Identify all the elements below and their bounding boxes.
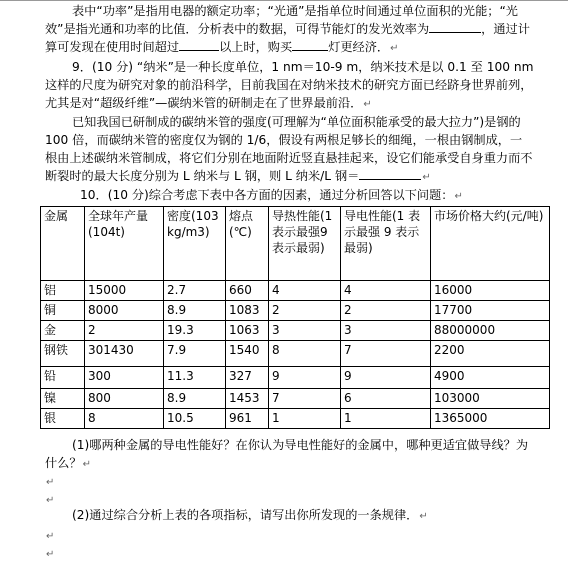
paragraph-mark-icon: ↵ — [419, 511, 428, 522]
table-cell: 1365000 — [431, 409, 550, 429]
paragraph-mark-icon: ↵ — [46, 495, 55, 506]
q9-line1: 9．(10 分) “纳米”是一种长度单位，1 nm＝10-9 m，纳米技术是以 0.1 至 100 nm — [72, 60, 534, 74]
empty-line — [45, 544, 54, 564]
table-cell: 11.3 — [164, 367, 226, 389]
answer-blank-time[interactable] — [179, 38, 219, 51]
table-cell: 7.9 — [164, 341, 226, 367]
q8-line3: 算可发现在使用时间超过 以上时，购买 灯更经济．↵ — [45, 40, 399, 54]
empty-line — [45, 490, 54, 510]
table-cell: 1 — [269, 409, 341, 429]
table-cell: 2200 — [431, 341, 550, 367]
table-cell: 800 — [85, 389, 164, 409]
table-cell: 1083 — [226, 301, 269, 321]
q9-line3: 尤其是对“超级纤维”—碳纳米管的研制走在了世界最前沿．↵ — [45, 96, 372, 110]
q10-sub1-line1: (1)哪两种金属的导电性能好？在你认为导电性能好的金属中，哪种更适宜做导线？为 — [72, 438, 529, 452]
header-cell: 密度(103 kg/m3) — [164, 207, 226, 281]
table-cell: 7 — [341, 341, 431, 367]
paragraph-mark-icon: ↵ — [390, 43, 399, 54]
table-row — [41, 367, 550, 389]
table-row — [41, 389, 550, 409]
table-cell: 镍 — [41, 389, 85, 409]
table-cell: 15000 — [85, 281, 164, 301]
top-rule — [0, 0, 568, 1]
answer-blank-lamp[interactable] — [292, 38, 328, 51]
table-cell: 3 — [341, 321, 431, 341]
answer-blank-efficiency[interactable] — [429, 20, 481, 33]
table-cell: 300 — [85, 367, 164, 389]
header-cell: 熔点(℃) — [226, 207, 269, 281]
table-cell: 103000 — [431, 389, 550, 409]
table-row — [41, 409, 550, 429]
table-cell: 17700 — [431, 301, 550, 321]
table-cell: 327 — [226, 367, 269, 389]
table-cell: 1 — [341, 409, 431, 429]
table-row — [41, 321, 550, 341]
table-cell: 2.7 — [164, 281, 226, 301]
empty-line — [45, 526, 54, 546]
table-cell: 301430 — [85, 341, 164, 367]
table-cell: 8.9 — [164, 389, 226, 409]
q10-sub2-line: (2)通过综合分析上表的各项指标，请写出你所发现的一条规律．↵ — [72, 508, 428, 522]
table-cell: 660 — [226, 281, 269, 301]
paragraph-mark-icon: ↵ — [46, 531, 55, 542]
table-cell: 银 — [41, 409, 85, 429]
q9-line7: 断裂时的最大长度分别为 L 纳米与 L 钢，则 L 纳米/L 钢＝ ↵ — [45, 169, 431, 183]
table-cell: 1540 — [226, 341, 269, 367]
table-cell: 961 — [226, 409, 269, 429]
table-cell: 8.9 — [164, 301, 226, 321]
table-cell: 2 — [85, 321, 164, 341]
table-cell: 4 — [269, 281, 341, 301]
paragraph-mark-icon: ↵ — [422, 172, 431, 183]
table-cell: 1453 — [226, 389, 269, 409]
table-header-row — [41, 207, 550, 281]
q9-line4: 已知我国已研制成的碳纳米管的强度(可理解为“单位面积能承受的最大拉力”)是钢的 — [72, 115, 521, 129]
table-cell: 9 — [341, 367, 431, 389]
empty-line — [45, 472, 54, 492]
table-cell: 2 — [269, 301, 341, 321]
q9-line5: 100 倍，而碳纳米管的密度仅为钢的 1/6，假设有两根足够长的细绳，一根由钢制成，一 — [45, 133, 523, 147]
table-cell: 8000 — [85, 301, 164, 321]
table-cell: 19.3 — [164, 321, 226, 341]
table-cell: 3 — [269, 321, 341, 341]
table-cell: 8 — [269, 341, 341, 367]
table-cell: 8 — [85, 409, 164, 429]
table-cell: 4900 — [431, 367, 550, 389]
paragraph-mark-icon: ↵ — [82, 459, 91, 470]
table-cell: 7 — [269, 389, 341, 409]
table-cell: 铜 — [41, 301, 85, 321]
q9-line6: 根由上述碳纳米管制成，将它们分别在地面附近竖直悬挂起来，设它们能承受自身重力而不 — [45, 151, 533, 165]
header-cell: 导电性能(1 表示最强 9 表示最弱) — [341, 207, 431, 281]
metals-table — [40, 206, 550, 429]
table-cell: 金 — [41, 321, 85, 341]
header-cell: 金属 — [41, 207, 85, 281]
q10-intro: 10．(10 分)综合考虑下表中各方面的因素，通过分析回答以下问题：↵ — [80, 188, 463, 202]
header-cell: 全球年产量(104t) — [85, 207, 164, 281]
paragraph-mark-icon: ↵ — [46, 477, 55, 488]
table-cell: 1063 — [226, 321, 269, 341]
table-row — [41, 301, 550, 321]
q8-line2: 效”是指光通和功率的比值．分析表中的数据，可得节能灯的发光效率为 ，通过计 — [45, 22, 530, 36]
table-cell: 6 — [341, 389, 431, 409]
q10-sub1-line2: 什么？↵ — [45, 456, 91, 470]
header-cell: 市场价格大约(元/吨) — [431, 207, 550, 281]
header-cell: 导热性能(1 表示最强9表示最弱) — [269, 207, 341, 281]
table-row — [41, 281, 550, 301]
table-cell: 16000 — [431, 281, 550, 301]
answer-blank-ratio[interactable] — [359, 167, 421, 180]
table-cell: 铅 — [41, 367, 85, 389]
table-cell: 2 — [341, 301, 431, 321]
table-cell: 9 — [269, 367, 341, 389]
paragraph-mark-icon: ↵ — [454, 191, 463, 202]
table-row — [41, 341, 550, 367]
table-cell: 4 — [341, 281, 431, 301]
table-cell: 铝 — [41, 281, 85, 301]
paragraph-mark-icon: ↵ — [363, 99, 372, 110]
table-cell: 钢铁 — [41, 341, 85, 367]
paragraph-mark-icon: ↵ — [46, 549, 55, 560]
table-cell: 88000000 — [431, 321, 550, 341]
q9-line2: 这样的尺度为研究对象的前沿科学，目前我国在对纳米技术的研究方面已经跻身世界前列， — [45, 78, 533, 92]
table-cell: 10.5 — [164, 409, 226, 429]
q8-line1: 表中“功率”是指用电器的额定功率；“光通”是指单位时间通过单位面积的光能；“光 — [72, 4, 518, 18]
